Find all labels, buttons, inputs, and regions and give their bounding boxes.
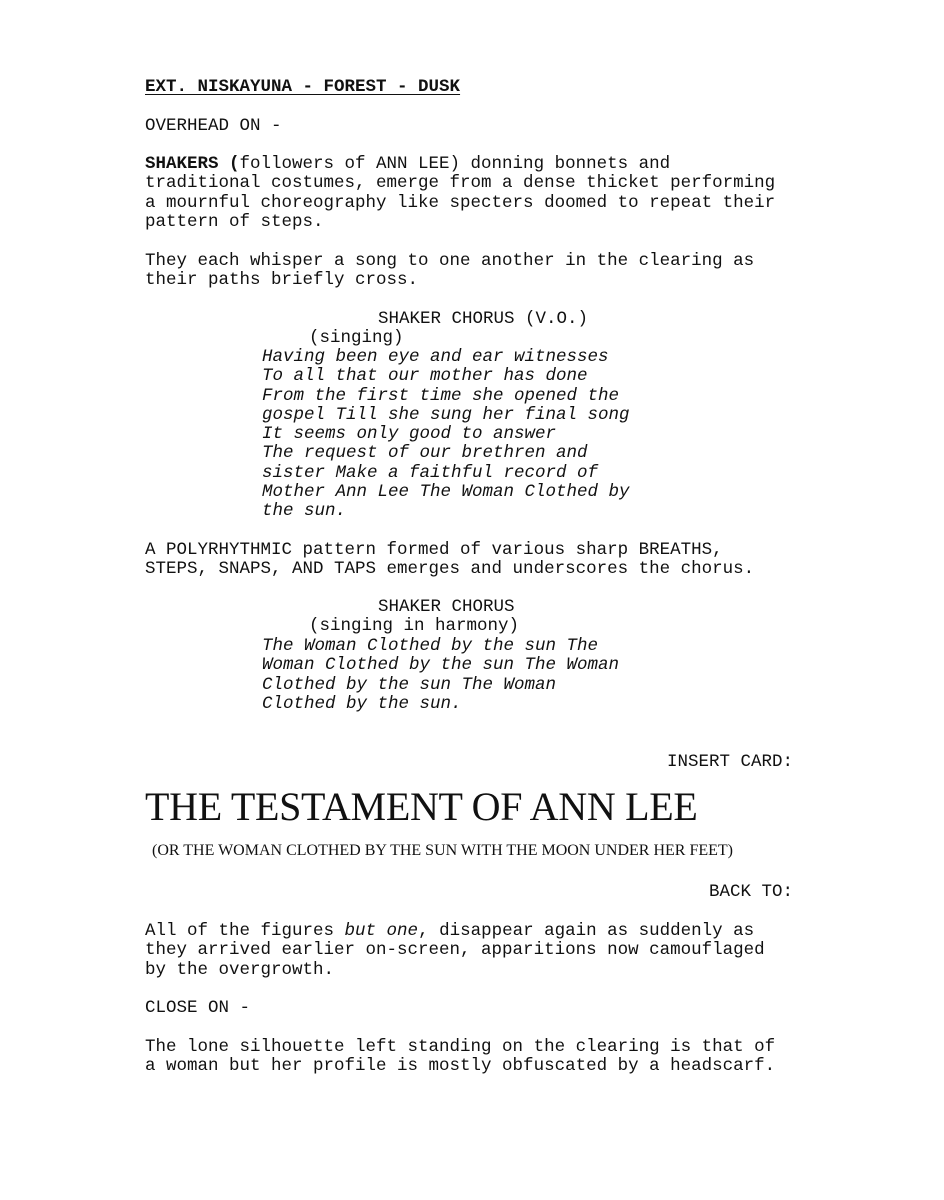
action-text: All of the figures: [145, 921, 345, 941]
character-cue: SHAKER CHORUS (V.O.): [378, 309, 589, 329]
parenthetical: (singing in harmony): [309, 616, 520, 636]
action-paragraph-shakers: [145, 155, 775, 232]
shot-direction-overhead: OVERHEAD ON -: [145, 116, 282, 136]
action-text: followers of ANN LEE) donning bonnets and traditional costumes, emerge from a dense thicket performing a mournful choreography like specters doomed to repeat their pattern of steps.: [145, 154, 776, 232]
transition-insert-card: INSERT CARD:: [666, 752, 793, 772]
insert-card-subtitle: (OR THE WOMAN CLOTHED BY THE SUN WITH THE MOON UNDER HER FEET): [152, 842, 734, 859]
dialogue-lyrics: The Woman Clothed by the sun The Woman Clothed by the sun The Woman Clothed by the sun The Woman Clothed by the sun.: [262, 636, 620, 714]
dialogue-lyrics: Having been eye and ear witnesses To all that our mother has done From the first time she opened the gospel Till she sung her final song It seems only good to answer The request of our brethren and sister Make a faithful record of Mother Ann Lee The Woman Clothed by the sun.: [262, 347, 630, 522]
action-paragraph-silhouette: The lone silhouette left standing on the clearing is that of a woman but her profile is mostly obfuscated by a headscarf.: [145, 1037, 776, 1077]
emphasis-text: but one: [344, 921, 419, 941]
transition-back-to: BACK TO:: [708, 882, 793, 902]
character-cue: SHAKER CHORUS: [378, 597, 515, 617]
scene-heading: EXT. NISKAYUNA - FOREST - DUSK: [145, 77, 461, 97]
action-paragraph-whisper: They each whisper a song to one another in the clearing as their paths briefly cross.: [145, 251, 755, 291]
action-paragraph-polyrhythm: A POLYRHYTHMIC pattern formed of various sharp BREATHS, STEPS, SNAPS, AND TAPS emerges and underscores the chorus.: [145, 540, 755, 580]
action-paragraph-figures: [145, 922, 765, 980]
parenthetical: (singing): [309, 328, 404, 348]
action-text: , disappear again as suddenly as they arrived earlier on-screen, apparitions now camouflaged by the overgrowth.: [145, 921, 765, 980]
insert-card-title: THE TESTAMENT OF ANN LEE: [145, 784, 698, 829]
character-intro-bold: SHAKERS (: [145, 154, 240, 174]
shot-direction-close-on: CLOSE ON -: [145, 998, 251, 1018]
